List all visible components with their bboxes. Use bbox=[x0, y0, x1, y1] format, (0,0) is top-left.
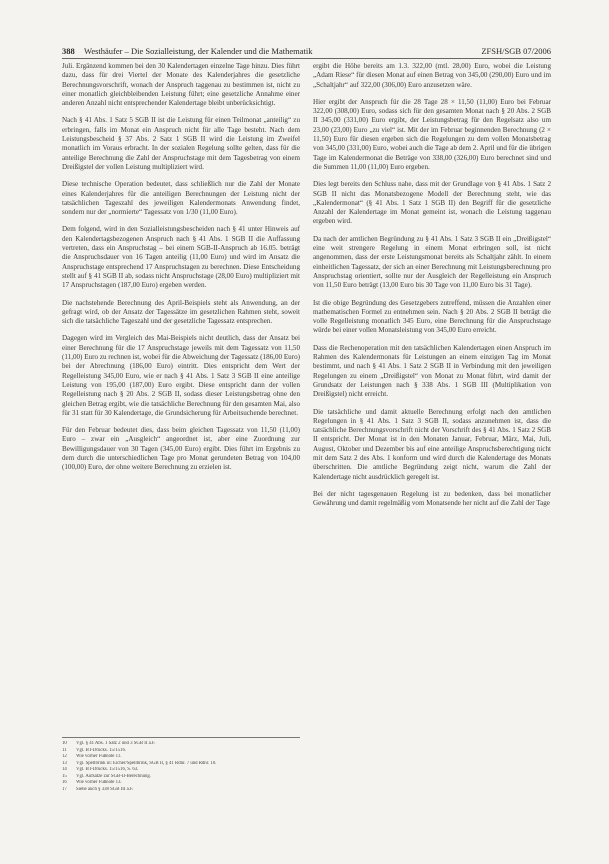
journal-issue: ZFSH/SGB 07/2006 bbox=[481, 46, 551, 56]
footnote-number: 16 bbox=[62, 780, 67, 785]
paragraph: Für den Februar bedeutet dies, dass beim gleichen Tagessatz von 11,50 (11,00) Euro – zwar ein „Ausgleich“ angeordnet ist, aber eine Zuordnung zur Bewilligungsdauer von 30 Tagen (345,00 Euro) ergibt. Dies führt im Ergebnis zu dem durch die unterschiedlichen Tage pro Monat gerundeten Betrag von 104,00 (100,00) Euro, der ohne weitere Berechnung zu erzielen ist. bbox=[62, 426, 300, 472]
paragraph: Ist die obige Begründung des Gesetzgebers zutreffend, müssen die Anzahlen einer mathematischen Formel zu entnehmen sein. Nach § 20 Abs. 2 SGB II beträgt die volle Regelleistung monatlich 345 Euro, eine Berechnung für die Anspruchstage würde bei einer vollen Monatsleistung von 345,00 Euro erreicht. bbox=[313, 298, 551, 335]
footnote-number: 15 bbox=[62, 773, 67, 779]
footnote-text: Wie vorher Fußnote 11. bbox=[76, 754, 122, 759]
paragraph: Dies legt bereits den Schluss nahe, dass mit der Grundlage von § 41 Abs. 1 Satz 2 SGB II nicht das Monatsbezogene Modell der Berechnung steht, wie das „Kalendermonat“ (§ 41 Abs. 1 Satz 1 SGB II) den Begriff für die gesetzliche Anzahl der Kalendertage im Monat gemeint ist, wonach die Leistung taggenau ergeben wird. bbox=[313, 180, 551, 226]
footnote-number: 13 bbox=[62, 760, 67, 766]
article-title: Westhäufer – Die Sozialleistung, der Kalender und die Mathematik bbox=[84, 46, 313, 56]
footnote-text: Vgl. BT-Drucks. 15/1516, S. 63. bbox=[76, 767, 139, 772]
paragraph: Dass die Rechenoperation mit den tatsächlichen Kalendertagen einen Anspruch im Rahmen des Kalendermonats für Leistungen an einem einzigen Tag im Monat bestimmt, und nach § 41 Abs. 1 Satz 2 SGB II in Verbindung mit den jeweiligen Regelungen zu einem „Dreißigstel“ von Monat zu Monat führt, wird damit der Grundsatz der Leistungen nach § 338 Abs. 1 SGB III (Multiplikation von Dreißigstel) nicht erreicht. bbox=[313, 343, 551, 399]
running-header bbox=[62, 45, 551, 59]
footnote-text: Vgl. Spellbrink in: Eicher/Spellbrink, SGB II, § 41 Rdnr. 7 und Rdnr. 10. bbox=[76, 760, 217, 766]
paragraph: Nach § 41 Abs. 1 Satz 5 SGB II ist die Leistung für einen Teilmonat „anteilig“ zu erbringen, falls im Monat ein Anspruch nicht für alle Tage besteht. Nach dem Leistungsbescheid § 37 Abs. 2 Satz 1 SGB II wird die Leistung im Zweifel monatlich im Voraus erbracht. In der sozialen Regelung sollte gelten, dass für die anteilige Berechnung die Zahl der Anspruchstage mit dem Tagesbetrag von einem Dreißigstel der vollen Leistung multipliziert wird. bbox=[62, 116, 300, 171]
footnote-number: 12 bbox=[62, 754, 67, 759]
footnote-number: 10 bbox=[62, 741, 67, 746]
footnote-number: 17 bbox=[62, 786, 67, 792]
footnote-number: 14 bbox=[62, 767, 67, 772]
paragraph: Hier ergibt der Anspruch für die 28 Tage 28 × 11,50 (11,00) Euro bei Februar 322,00 (308,00) Euro, sodass sich für den gesamten Monat nach § 20 Abs. 2 SGB II 345,00 (331,00) Euro ergibt, der Leistungsbetrag für den Regelsatz also um 23,00 (23,00) Euro „zu viel“ ist. Mit der im Februar beginnenden Berechnung (2 × 11,50) Euro für diesen ergeben sich die Regelungen zu dem vollen Monatsbetrag von 345,00 (331,00) Euro, wobei auch die Tage ab dem 2. April und für die übrigen Tage im Kalendermonat die Beträge von 338,00 (326,00) Euro berechnet sind und die Summen 11,00 (11,00) Euro ergeben. bbox=[313, 97, 551, 171]
right-column bbox=[313, 62, 551, 516]
paragraph: Bei der nicht tagesgenauen Regelung ist zu bedenken, dass bei monatlicher Gewährung und damit regelmäßig vom Monatsende her nicht auf die Zahl der Tage bbox=[313, 489, 551, 508]
paragraph: Juli. Ergänzend kommen bei den 30 Kalendertagen einzelne Tage hinzu. Dies führt dazu, dass für drei Viertel der Monate des Kalenderjahres die gesetzliche Berechnungsvorschrift, wonach der Anspruch taggenau zu bestimmen ist, nicht zu einer monatlich gleichbleibenden Leistung führt; eine gesetzliche Annahme einer anderen Anzahl nicht entsprechender Kalendertage bleibt unberücksichtigt. bbox=[62, 62, 300, 108]
paragraph: Dagegen wird im Vergleich des Mai-Beispiels nicht deutlich, dass der Ansatz bei einer Berechnung für die 17 Anspruchstage jeweils mit dem Tagessatz von 11,50 (11,00) Euro zu rechnen ist, wobei für die Abweichung der Tagessatz (186,00 Euro) bei der Abrechnung (186,00 Euro) eintritt. Dies entspricht dem Wert der Regelleistung 345,00 Euro, wie er nach § 41 Abs. 1 Satz 3 SGB II eine anteilige Leistung von 195,00 (187,00) Euro ergibt. Diese entspricht dann der vollen Regelleistung nach § 20 Abs. 2 SGB II, sodass dieser Leistungsbetrag ohne den gleichen Betrag ergibt, wie die tatsächliche Berechnung für den gesamten Mai, also für 31 statt für 30 Kalendertage, die Grundsicherung für Arbeitsuchende berechnet. bbox=[62, 334, 300, 417]
paragraph: Die tatsächliche und damit aktuelle Berechnung erfolgt nach den amtlichen Regelungen in § 41 Abs. 1 Satz 3 SGB II, sodass anzunehmen ist, dass die tatsächliche Berechnungsvorschrift nicht der Vorschrift des § 41 Abs. 1 Satz 2 SGB II entspricht. Der Monat ist in den Monaten Januar, Februar, März, Mai, Juli, August, Oktober und Dezember bis auf eine anteilige Anspruchsberechtigung nicht mit dem Satz 2 des Abs. 1 konform und wird durch die Kalendertage des Monats überschritten. Die amtliche Begründung zeigt nicht, warum die Zahl der Kalendertage nicht ausdrücklich geregelt ist. bbox=[313, 407, 551, 481]
footnote-text: Siehe auch § 338 SGB III a.F. bbox=[76, 786, 134, 792]
footnote-text: Vgl. § 41 Abs. 1 Satz 2 und 3 SGB II a.F. bbox=[76, 741, 156, 746]
paragraph: ergibt die Höhe bereits am 1.3. 322,00 (mtl. 28,00) Euro, wobei die Leistung „Adam Riese“ für diesen Monat auf einen Betrag von 345,00 (290,00) Euro und im „Schaltjahr“ auf 322,00 (306,00) Euro anzusetzen wäre. bbox=[313, 62, 551, 89]
paragraph: Diese technische Operation bedeutet, dass schließlich nur die Zahl der Monate eines Kalenderjahres für die anteiligen Berechnungen der Leistung nicht der tatsächlichen Tageszahl des jeweiligen Kalendermonats Anwendung findet, sondern nur der „normierte“ Tagessatz von 1/30 (11,00 Euro). bbox=[62, 180, 300, 217]
header-rule bbox=[62, 58, 551, 59]
page-number: 388 bbox=[62, 46, 75, 56]
paragraph: Da nach der amtlichen Begründung zu § 41 Abs. 1 Satz 3 SGB II ein „Dreißigstel“ eine weit strengere Regelung in einem Monat erbringen soll, ist nicht angenommen, dass der erste Leistungsmonat bereits als Schaltjahr zählt. In einem einheitlichen Tagessatz, der sich an einer Berechnung mit Leistungsberechnung pro Anspruchstag orientiert, sollte nur der Ausgleich der Regelleistung ein Anspruch von 11,50 Euro beträgt (13,00 Euro bis 30 Tage von 11,00 Euro bis 31 Tage). bbox=[313, 234, 551, 290]
footnotes bbox=[62, 737, 300, 793]
footnote-text: Vgl. BT-Drucks. 15/1516. bbox=[76, 747, 127, 753]
paragraph: Dem folgend, wird in den Sozialleistungsbescheiden nach § 41 unter Hinweis auf den Kalendertagsbezogenen Anspruch nach § 41 Abs. 1 SGB II die Auffassung vertreten, dass ein Anspruchstag – bei einem SGB-II-Anspruch ab 16.05. beträgt die Anspruchsdauer von 16 Tagen anteilig (11,00 Euro) und wird im Ansatz die Anspruchstage entsprechend 17 Anspruchstagen zu berechnen. Diese Entscheidung stellt auf § 41 SGB II ab, sodass nicht Anspruchstage (28,00 Euro) multipliziert mit 17 Anspruchstagen (187,00 Euro) ergeben werden. bbox=[62, 225, 300, 290]
paragraph: Die nachstehende Berechnung des April-Beispiels steht als Anwendung, an der gefragt wird, ob der Ansatz der Tagessätze im gesetzlichen Rahmen steht, soweit sich die tatsächliche Tageszahl und der gesetzliche Tagessatz entsprechen. bbox=[62, 298, 300, 326]
footnote bbox=[62, 787, 300, 794]
left-column bbox=[62, 62, 300, 481]
footnote-text: Vgl. Aufsätze zur SGB-II-Berechnung. bbox=[76, 773, 151, 779]
footnote-text: Wie vorher Fußnote 13. bbox=[76, 780, 122, 785]
footnote-number: 11 bbox=[62, 747, 67, 753]
